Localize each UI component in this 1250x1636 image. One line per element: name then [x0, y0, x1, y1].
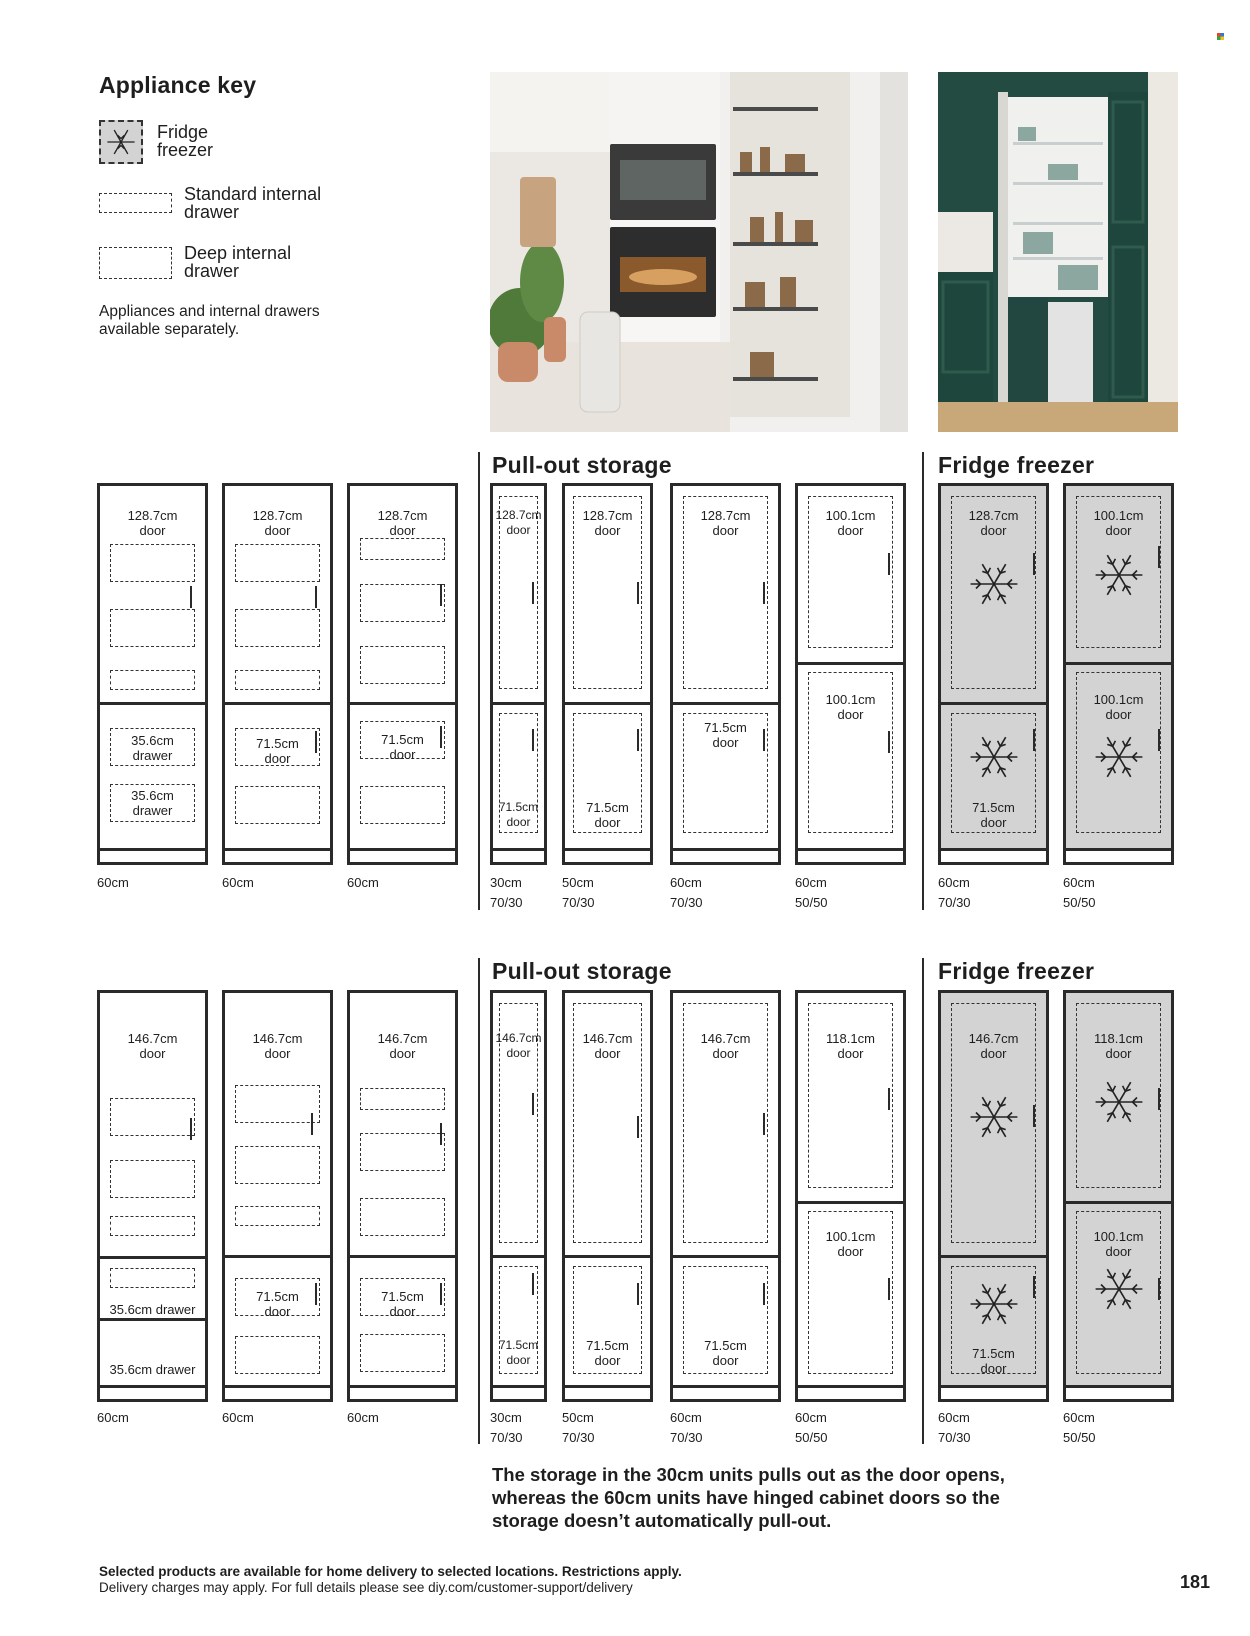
door-size-label: 128.7cm door — [700, 508, 751, 538]
snowflake-icon — [104, 125, 138, 159]
door-handle — [1158, 1088, 1160, 1110]
plinth — [941, 1385, 1046, 1399]
plinth — [100, 848, 205, 862]
door-split — [798, 1201, 903, 1204]
door-size-label: 71.5cm door — [256, 736, 299, 766]
door-handle — [1033, 553, 1035, 575]
door-handle — [440, 584, 442, 606]
key-label-line: drawer — [184, 261, 240, 281]
door-size-label: 128.7cm door — [377, 508, 428, 538]
unit-width-label: 60cm 70/30 — [938, 1410, 971, 1445]
drawer-size-label: 35.6cm drawer — [109, 1362, 196, 1377]
door-size-label: 146.7cm door — [968, 1031, 1019, 1061]
unit-pullout-60-5050 — [795, 483, 906, 865]
key-label-line: Deep internal — [184, 243, 292, 263]
standard-drawer — [110, 1160, 195, 1198]
deep-drawer-key-label — [184, 244, 291, 280]
unit-pullout-30 — [490, 483, 547, 865]
door-split — [941, 1255, 1046, 1258]
door-size-label: 118.1cm door — [826, 1031, 875, 1061]
unit-tall-60-doors — [347, 990, 458, 1402]
door-handle — [440, 1123, 442, 1145]
door-handle — [315, 731, 317, 753]
standard-drawer-key-label — [184, 185, 321, 221]
unit-pullout-60 — [670, 483, 781, 865]
door-split — [798, 662, 903, 665]
standard-drawer — [235, 786, 320, 824]
snowflake-icon — [967, 1090, 1021, 1144]
unit-fridge-freezer-5050 — [1063, 990, 1174, 1402]
door-split — [100, 702, 205, 705]
door-handle — [440, 1283, 442, 1305]
plinth — [941, 848, 1046, 862]
plinth — [225, 848, 330, 862]
door-size-label: 100.1cm door — [1093, 1229, 1144, 1259]
door-handle — [763, 1283, 765, 1305]
appliance-key-title: Appliance key — [99, 72, 257, 98]
standard-drawer — [235, 670, 320, 690]
standard-drawer — [235, 1146, 320, 1184]
standard-drawer — [110, 1268, 195, 1288]
standard-drawer — [110, 1216, 195, 1236]
door-handle — [190, 1118, 192, 1140]
door-handle — [888, 1088, 890, 1110]
snowflake-icon — [967, 557, 1021, 611]
door-split — [565, 1255, 650, 1258]
standard-drawer — [235, 1085, 320, 1123]
caption-line: storage doesn’t automatically pull-out. — [492, 1510, 832, 1531]
unit-fridge-freezer-5050 — [1063, 483, 1174, 865]
unit-width-label: 30cm 70/30 — [490, 875, 523, 910]
door-handle — [440, 726, 442, 748]
door-handle — [888, 553, 890, 575]
fridge-freezer-title-top: Fridge freezer — [938, 452, 1095, 478]
standard-drawer — [110, 670, 195, 690]
unit-pullout-60 — [670, 990, 781, 1402]
plinth — [225, 1385, 330, 1399]
unit-width-label: 60cm 50/50 — [1063, 875, 1096, 910]
door-size-label: 118.1cm door — [1094, 1031, 1143, 1061]
door-split — [493, 1255, 544, 1258]
door-handle — [1033, 1276, 1035, 1298]
door-split — [350, 702, 455, 705]
unit-width-label: 60cm 70/30 — [938, 875, 971, 910]
drawer-size-label: 35.6cm drawer — [109, 1302, 196, 1317]
door-handle — [888, 731, 890, 753]
deep-drawer-key-icon — [99, 247, 172, 279]
unit-pullout-50 — [562, 483, 653, 865]
fridge-freezer-key-icon — [99, 120, 143, 164]
door-split — [225, 1255, 330, 1258]
standard-drawer-key-icon — [99, 193, 172, 213]
standard-drawer — [360, 1334, 445, 1372]
unit-width-label: 60cm — [222, 1410, 254, 1425]
door-size-label: 71.5cm door — [586, 800, 629, 830]
snowflake-icon — [967, 1277, 1021, 1331]
door-split — [350, 1255, 455, 1258]
standard-drawer — [235, 1336, 320, 1374]
door-size-label: 146.7cm door — [252, 1031, 303, 1061]
unit-width-label: 60cm 70/30 — [670, 875, 703, 910]
unit-width-label: 60cm — [97, 1410, 129, 1425]
door-handle — [637, 1283, 639, 1305]
standard-drawer — [360, 538, 445, 560]
door-handle — [637, 582, 639, 604]
section-divider — [922, 452, 924, 910]
standard-drawer — [360, 646, 445, 684]
door-handle — [1033, 1105, 1035, 1127]
plinth — [565, 1385, 650, 1399]
door-size-label: 100.1cm door — [825, 692, 876, 722]
standard-drawer — [235, 544, 320, 582]
key-label-line: drawer — [184, 202, 240, 222]
caption-line: whereas the 60cm units have hinged cabinet doors so the — [492, 1487, 1000, 1508]
brand-flag-icon — [1217, 33, 1224, 40]
unit-pullout-30 — [490, 990, 547, 1402]
standard-drawer — [360, 1088, 445, 1110]
door-size-label: 146.7cm door — [127, 1031, 178, 1061]
unit-width-label: 60cm — [347, 1410, 379, 1425]
unit-width-label: 30cm 70/30 — [490, 1410, 523, 1445]
door-split — [225, 702, 330, 705]
standard-drawer — [110, 1098, 195, 1136]
plinth — [673, 848, 778, 862]
snowflake-icon — [1092, 1262, 1146, 1316]
door-size-label: 71.5cm door — [256, 1289, 299, 1319]
plinth — [798, 848, 903, 862]
fridge-freezer-photo — [938, 72, 1178, 432]
door-handle — [637, 1116, 639, 1138]
plinth — [1066, 848, 1171, 862]
plinth — [1066, 1385, 1171, 1399]
door-size-label: 100.1cm door — [825, 508, 876, 538]
plinth — [100, 1385, 205, 1399]
door-handle — [532, 582, 534, 604]
drawer-size-label: 35.6cm drawer — [131, 733, 174, 763]
standard-drawer — [110, 544, 195, 582]
door-size-label: 100.1cm door — [1093, 692, 1144, 722]
door-handle — [532, 729, 534, 751]
plinth — [798, 1385, 903, 1399]
unit-width-label: 60cm — [222, 875, 254, 890]
footer-delivery-note: Selected products are available for home delivery to selected locations. Restrictions apply. — [99, 1564, 682, 1579]
plinth — [565, 848, 650, 862]
standard-drawer — [360, 1133, 445, 1171]
door-size-label: 146.7cm door — [700, 1031, 751, 1061]
door-handle — [763, 582, 765, 604]
door-size-label: 100.1cm door — [1093, 508, 1144, 538]
drawer-size-label: 35.6cm drawer — [131, 788, 174, 818]
standard-drawer — [360, 584, 445, 622]
plinth — [493, 1385, 544, 1399]
unit-tall-60-drawers — [97, 483, 208, 865]
key-label-line: Standard internal — [184, 184, 322, 204]
drawer-split — [100, 1318, 205, 1321]
door-size-label: 71.5cm door — [972, 1346, 1015, 1376]
door-handle — [190, 586, 192, 608]
door-size-label: 71.5cm door — [704, 1338, 747, 1368]
fridge-freezer-key-label — [157, 123, 213, 159]
door-handle — [1033, 729, 1035, 751]
page-number: 181 — [1180, 1572, 1211, 1592]
plinth — [673, 1385, 778, 1399]
fridge-freezer-title-bottom: Fridge freezer — [938, 958, 1095, 984]
unit-width-label: 60cm — [347, 875, 379, 890]
snowflake-icon — [1092, 1075, 1146, 1129]
door-split — [941, 702, 1046, 705]
door-handle — [315, 1283, 317, 1305]
door-handle — [1158, 546, 1160, 568]
storage-caption — [492, 1463, 1052, 1532]
door-split — [673, 1255, 778, 1258]
door-split — [1066, 662, 1171, 665]
unit-width-label: 60cm 50/50 — [795, 875, 828, 910]
door-split — [673, 702, 778, 705]
section-divider — [478, 958, 480, 1444]
door-handle — [637, 729, 639, 751]
snowflake-icon — [1092, 730, 1146, 784]
door-size-label: 71.5cm door — [498, 1338, 539, 1367]
unit-tall-60-doors — [222, 483, 333, 865]
unit-tall-60-drawers — [97, 990, 208, 1402]
door-size-label: 71.5cm door — [381, 1289, 424, 1319]
door-handle — [1158, 1278, 1160, 1300]
door-size-label: 128.7cm door — [127, 508, 178, 538]
key-label-line: Fridge — [157, 122, 209, 142]
unit-width-label: 50cm 70/30 — [562, 1410, 595, 1445]
unit-width-label: 50cm 70/30 — [562, 875, 595, 910]
standard-drawer — [360, 1198, 445, 1236]
standard-drawer — [110, 609, 195, 647]
door-size-label: 71.5cm door — [498, 800, 539, 829]
caption-line: The storage in the 30cm units pulls out as the door opens, — [492, 1464, 1005, 1485]
door-size-label: 128.7cm door — [252, 508, 303, 538]
door-handle — [763, 729, 765, 751]
door-handle — [763, 1113, 765, 1135]
door-handle — [311, 1113, 313, 1135]
door-handle — [1158, 729, 1160, 751]
plinth — [350, 848, 455, 862]
section-divider — [922, 958, 924, 1444]
unit-width-label: 60cm 70/30 — [670, 1410, 703, 1445]
unit-tall-60-doors — [222, 990, 333, 1402]
pullout-storage-title-top: Pull-out storage — [492, 452, 672, 478]
unit-pullout-50 — [562, 990, 653, 1402]
door-size-label: 128.7cm door — [582, 508, 633, 538]
unit-width-label: 60cm 50/50 — [795, 1410, 828, 1445]
door-split — [100, 1256, 205, 1259]
standard-drawer — [360, 786, 445, 824]
door-size-label: 128.7cm door — [495, 508, 542, 537]
kitchen-pullout-photo — [490, 72, 908, 432]
door-size-label: 100.1cm door — [825, 1229, 876, 1259]
unit-fridge-freezer-7030 — [938, 483, 1049, 865]
unit-fridge-freezer-7030 — [938, 990, 1049, 1402]
door-handle — [888, 1278, 890, 1300]
unit-width-label: 60cm — [97, 875, 129, 890]
door-split — [1066, 1201, 1171, 1204]
door-size-label: 146.7cm door — [377, 1031, 428, 1061]
plinth — [493, 848, 544, 862]
door-size-label: 71.5cm door — [381, 732, 424, 762]
unit-tall-60-doors — [347, 483, 458, 865]
door-size-label: 128.7cm door — [968, 508, 1019, 538]
note-line: available separately. — [99, 321, 240, 338]
plinth — [350, 1385, 455, 1399]
door-handle — [532, 1093, 534, 1115]
door-size-label: 71.5cm door — [972, 800, 1015, 830]
unit-pullout-60-5050 — [795, 990, 906, 1402]
door-split — [493, 702, 544, 705]
pullout-storage-title-bottom: Pull-out storage — [492, 958, 672, 984]
door-handle — [315, 586, 317, 608]
standard-drawer — [235, 609, 320, 647]
door-size-label: 146.7cm door — [495, 1031, 542, 1060]
door-handle — [532, 1273, 534, 1295]
appliance-key-note — [99, 303, 359, 339]
snowflake-icon — [1092, 548, 1146, 602]
door-split — [565, 702, 650, 705]
door-size-label: 71.5cm door — [586, 1338, 629, 1368]
unit-width-label: 60cm 50/50 — [1063, 1410, 1096, 1445]
door-size-label: 146.7cm door — [582, 1031, 633, 1061]
standard-drawer — [235, 1206, 320, 1226]
key-label-line: freezer — [157, 140, 214, 160]
note-line: Appliances and internal drawers — [99, 303, 320, 320]
section-divider — [478, 452, 480, 910]
snowflake-icon — [967, 730, 1021, 784]
footer-delivery-details: Delivery charges may apply. For full details please see diy.com/customer-support/delivery — [99, 1580, 633, 1595]
door-size-label: 71.5cm door — [704, 720, 747, 750]
